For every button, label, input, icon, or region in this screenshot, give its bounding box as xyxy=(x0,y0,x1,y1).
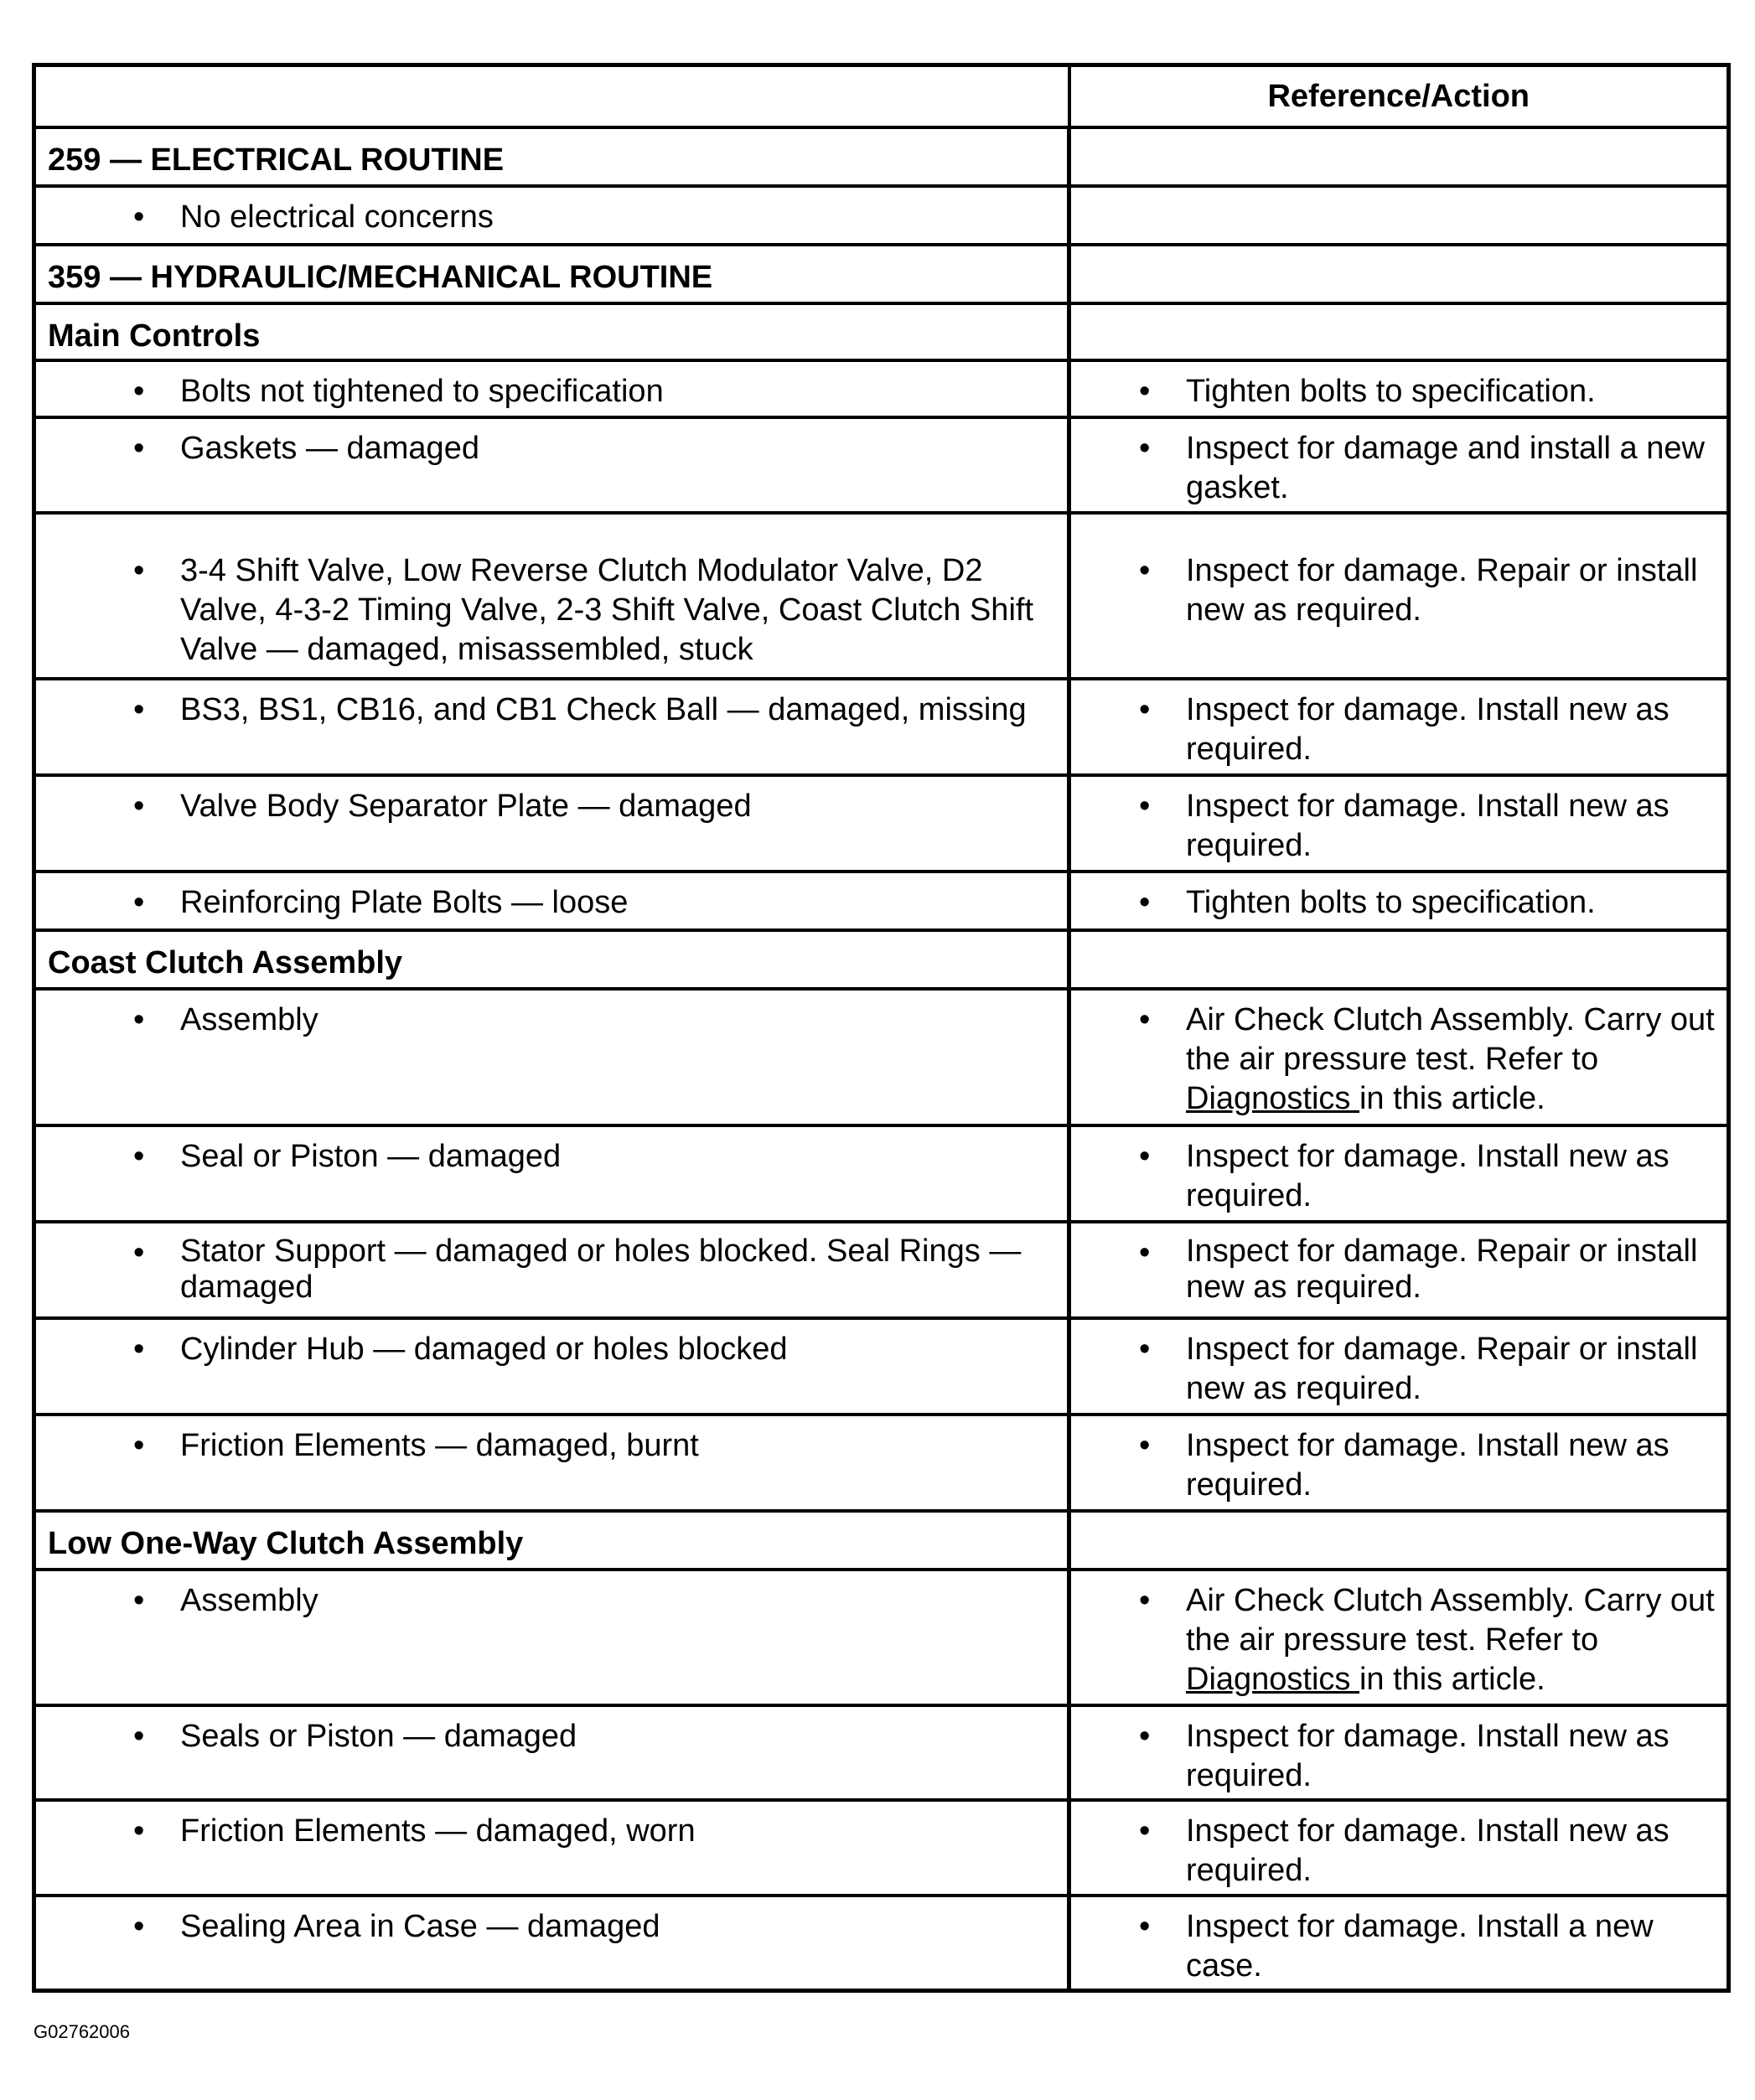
bullet-icon: • xyxy=(133,1909,145,1944)
cause-text: Friction Elements — damaged, burnt xyxy=(180,1428,699,1463)
table-row xyxy=(34,513,1729,679)
bullet-icon: • xyxy=(133,1332,145,1367)
table-header-row xyxy=(34,65,1729,128)
action-text: Inspect for damage. Install new as required. xyxy=(1186,1428,1670,1503)
section-heading-row xyxy=(34,245,1729,303)
bullet-icon: • xyxy=(133,199,145,235)
subsection-heading-row xyxy=(34,930,1729,989)
action-text: Inspect for damage. Install new as required. xyxy=(1186,692,1670,767)
subsection-heading-row xyxy=(34,303,1729,360)
bullet-icon: • xyxy=(1139,1719,1151,1754)
diagnostics-link[interactable]: Diagnostics xyxy=(1186,1662,1359,1697)
bullet-icon: • xyxy=(1139,1139,1151,1174)
bullet-icon: • xyxy=(133,692,145,727)
header-reference-action: Reference/Action xyxy=(1069,65,1729,128)
table-row xyxy=(34,417,1729,513)
action-text: Inspect for damage. Install new as required. xyxy=(1186,1813,1670,1888)
bullet-icon: • xyxy=(1139,1909,1151,1944)
action-text-suffix: in this article. xyxy=(1359,1662,1545,1697)
section-heading: 259 — ELECTRICAL ROUTINE xyxy=(48,142,505,178)
bullet-icon: • xyxy=(1139,789,1151,824)
action-text-suffix: in this article. xyxy=(1359,1081,1545,1116)
cause-text: 3-4 Shift Valve, Low Reverse Clutch Modulator Valve, D2 Valve, 4-3-2 Timing Valve, 2-3 Shift Valve, Coast Clutch Shift Valve — damaged, misassembled, stuck xyxy=(180,553,1034,667)
table-row xyxy=(34,872,1729,930)
action-text: Inspect for damage. Repair or install new as required. xyxy=(1186,553,1698,628)
action-text: Inspect for damage. Install a new case. xyxy=(1186,1909,1654,1984)
subsection-heading-row xyxy=(34,1511,1729,1570)
table-row xyxy=(34,1896,1729,1990)
bullet-icon: • xyxy=(1139,692,1151,727)
section-heading: 359 — HYDRAULIC/MECHANICAL ROUTINE xyxy=(48,260,713,295)
action-text: Inspect for damage. Repair or install new as required. xyxy=(1186,1234,1698,1305)
bullet-icon: • xyxy=(1139,1583,1151,1618)
cause-text: Assembly xyxy=(180,1002,318,1037)
bullet-icon: • xyxy=(1139,1332,1151,1367)
bullet-icon: • xyxy=(133,1428,145,1463)
cause-text: No electrical concerns xyxy=(180,199,494,235)
bullet-icon: • xyxy=(133,553,145,588)
bullet-icon: • xyxy=(133,1583,145,1618)
cause-text: Stator Support — damaged or holes blocked. Seal Rings — damaged xyxy=(180,1234,1022,1305)
bullet-icon: • xyxy=(133,431,145,466)
header-col1 xyxy=(34,65,1069,128)
bullet-icon: • xyxy=(1139,1428,1151,1463)
action-text: Tighten bolts to specification. xyxy=(1186,374,1596,409)
cause-text: Bolts not tightened to specification xyxy=(180,374,664,409)
cause-text: Gaskets — damaged xyxy=(180,431,479,466)
cause-text: Friction Elements — damaged, worn xyxy=(180,1813,696,1849)
section-heading-row xyxy=(34,127,1729,186)
cause-text: Sealing Area in Case — damaged xyxy=(180,1909,660,1944)
table-row xyxy=(34,679,1729,775)
bullet-icon: • xyxy=(1139,374,1151,409)
action-text: Inspect for damage. Repair or install new as required. xyxy=(1186,1332,1698,1406)
table-row xyxy=(34,775,1729,872)
subsection-heading: Coast Clutch Assembly xyxy=(48,945,403,980)
table-row xyxy=(34,1222,1729,1318)
bullet-icon: • xyxy=(133,1139,145,1174)
bullet-icon: • xyxy=(1139,431,1151,466)
bullet-icon: • xyxy=(133,885,145,920)
action-text: Inspect for damage. Install new as required. xyxy=(1186,1719,1670,1793)
cause-text: Valve Body Separator Plate — damaged xyxy=(180,789,752,824)
action-text: Inspect for damage and install a new gasket. xyxy=(1186,431,1705,505)
bullet-icon: • xyxy=(133,789,145,824)
table-row xyxy=(34,1570,1729,1705)
table-row xyxy=(34,1318,1729,1415)
subsection-heading: Low One-Way Clutch Assembly xyxy=(48,1526,524,1561)
action-text: Air Check Clutch Assembly. Carry out the air pressure test. Refer to xyxy=(1186,1583,1715,1658)
table-row xyxy=(34,1415,1729,1511)
bullet-icon: • xyxy=(133,1813,145,1849)
bullet-icon: • xyxy=(1139,1002,1151,1037)
figure-id: G02762006 xyxy=(34,2021,130,2042)
bullet-icon: • xyxy=(133,374,145,409)
bullet-icon: • xyxy=(133,1002,145,1037)
bullet-icon: • xyxy=(133,1235,145,1270)
cause-text: BS3, BS1, CB16, and CB1 Check Ball — damaged, missing xyxy=(180,692,1027,727)
action-text: Inspect for damage. Install new as required. xyxy=(1186,1139,1670,1213)
cause-text: Reinforcing Plate Bolts — loose xyxy=(180,885,629,920)
bullet-icon: • xyxy=(1139,1235,1151,1270)
bullet-icon: • xyxy=(1139,885,1151,920)
cause-text: Assembly xyxy=(180,1583,318,1618)
troubleshooting-table xyxy=(32,63,1731,1993)
cause-text: Seal or Piston — damaged xyxy=(180,1139,562,1174)
cause-text: Seals or Piston — damaged xyxy=(180,1719,577,1754)
bullet-icon: • xyxy=(1139,553,1151,588)
table-row xyxy=(34,1125,1729,1222)
action-text: Air Check Clutch Assembly. Carry out the air pressure test. Refer to xyxy=(1186,1002,1715,1077)
table-row xyxy=(34,989,1729,1125)
action-text: Inspect for damage. Install new as required. xyxy=(1186,789,1670,863)
cause-text: Cylinder Hub — damaged or holes blocked xyxy=(180,1332,788,1367)
action-text: Tighten bolts to specification. xyxy=(1186,885,1596,920)
table-row xyxy=(34,186,1729,245)
table-row xyxy=(34,1800,1729,1896)
diagnostics-link[interactable]: Diagnostics xyxy=(1186,1081,1359,1116)
bullet-icon: • xyxy=(1139,1813,1151,1849)
bullet-icon: • xyxy=(133,1719,145,1754)
table-row xyxy=(34,360,1729,417)
subsection-heading: Main Controls xyxy=(48,318,261,354)
table-row xyxy=(34,1705,1729,1800)
